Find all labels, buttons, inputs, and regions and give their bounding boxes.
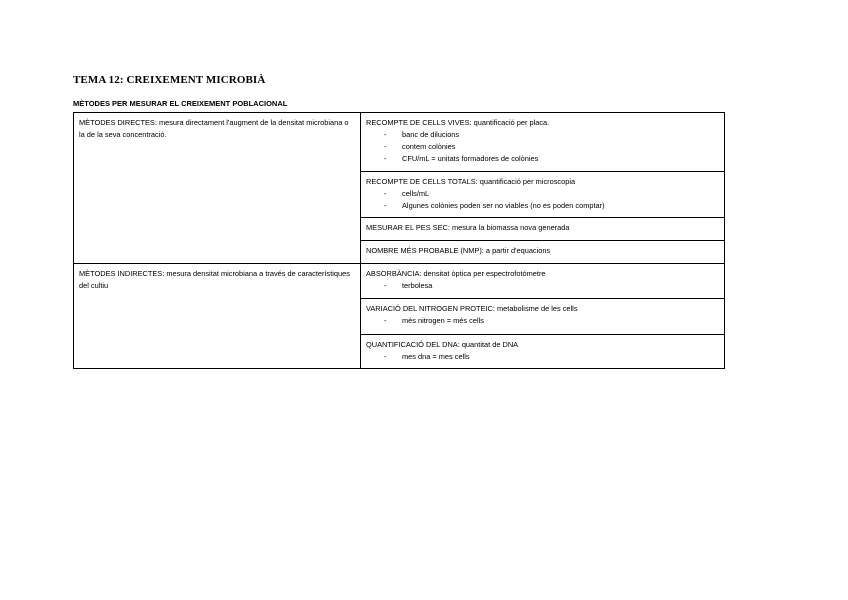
table-row [74,264,725,299]
method-label: ABSORBÀNCIA: [366,269,422,278]
bullet-list [366,129,719,165]
document-title: TEMA 12: CREIXEMENT MICROBIÀ [73,74,266,86]
indirect-methods-desc: mesura densitat microbiana a través de característiques del cultiu [79,269,350,290]
method-label: VARIACIÓ DEL NITROGEN PROTEIC: [366,304,495,313]
method-desc: quantificació per placa. [471,118,550,127]
list-item: - CFU/mL = unitats formadores de colònies [366,153,719,165]
method-label: MESURAR EL PES SEC: [366,223,450,232]
method-label: NOMBRE MÉS PROBABLE (NMP): [366,246,484,255]
indirect-methods-cell [74,264,361,369]
method-label: QUANTIFICACIÓ DEL DNA: [366,340,460,349]
bullet-list [366,280,719,292]
list-item: - terbolesa [366,280,719,292]
direct-methods-desc: mesura directament l'augment de la densitat microbiana o la de la seva concentració. [79,118,349,139]
method-label: RECOMPTE DE CELLS VIVES: [366,118,472,127]
list-item: - cells/mL [366,188,719,200]
method-desc: metabolisme de les cells [494,304,578,313]
method-cell [361,299,725,335]
method-desc: mesura la biomassa nova generada [449,223,570,232]
section-subtitle: MÈTODES PER MESURAR EL CREIXEMENT POBLACIONAL [73,99,288,108]
methods-table [73,112,725,369]
method-desc: quantitat de DNA [459,340,519,349]
indirect-methods-label: MÈTODES INDIRECTES: [79,269,165,278]
bullet-list [366,351,719,363]
method-cell [361,264,725,299]
bullet-list [366,188,719,212]
direct-methods-cell [74,113,361,264]
method-label: RECOMPTE DE CELLS TOTALS: [366,177,478,186]
method-cell [361,218,725,241]
list-item: - més nitrogen = més cells [366,315,719,327]
method-cell [361,113,725,172]
bullet-list [366,315,719,327]
method-desc: densitat òptica per espectrofotómetre [421,269,546,278]
method-cell [361,241,725,264]
method-cell [361,172,725,218]
list-item: - contem colònies [366,141,719,153]
direct-methods-label: MÈTODES DIRECTES: [79,118,157,127]
method-desc: quantificació per microscopia [477,177,576,186]
list-item: - banc de dilucions [366,129,719,141]
list-item: - Algunes colònies poden ser no viables (no es poden comptar) [366,200,719,212]
method-desc: a partir d'equacions [483,246,551,255]
list-item: - mes dna = mes cells [366,351,719,363]
table-row [74,113,725,172]
method-cell [361,335,725,369]
